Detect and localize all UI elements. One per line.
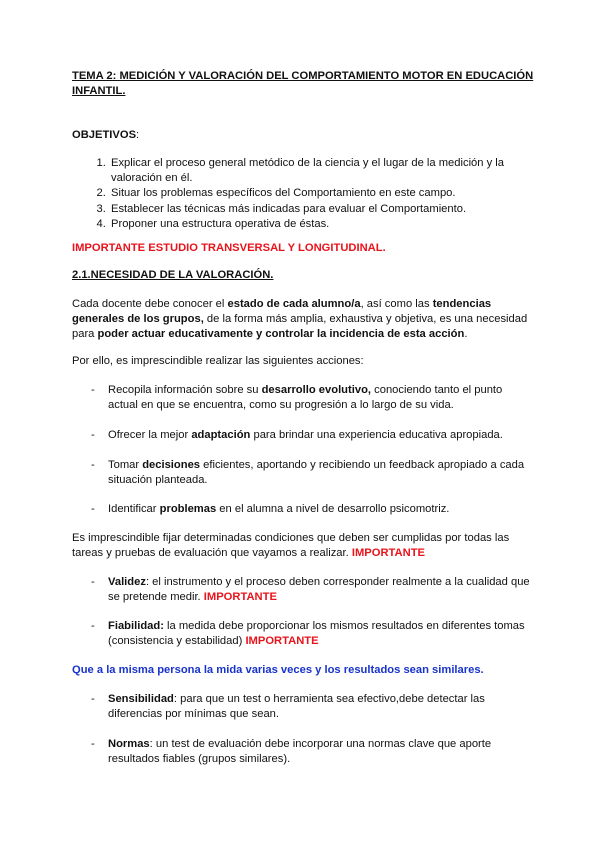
accion-text: para brindar una experiencia educativa apropiada.	[250, 429, 503, 441]
condicion-text: : el instrumento y el proceso deben corresponder realmente a la cualidad que se pretende medir.	[108, 576, 530, 604]
accion-text: Ofrecer la mejor	[108, 429, 192, 441]
paragraph-necesidad	[72, 297, 534, 343]
accion-bold: problemas	[159, 503, 217, 515]
p1-bold-1: estado de cada alumno/a	[227, 298, 361, 310]
accion-list	[72, 458, 534, 488]
accion-text: en el alumna a nivel de desarrollo psicomotriz.	[216, 503, 450, 515]
condicion-bold: Fiabilidad:	[108, 620, 164, 632]
accion-text: conociendo tanto el punto actual en que se encuentra, como su progresión a lo largo de su vida.	[108, 384, 503, 412]
dash-bullet: -	[91, 738, 95, 750]
p3-text: Es imprescindible fijar determinadas condiciones que deben ser cumplidas por todas las tareas y pruebas de evaluación que vayamos a realizar.	[72, 532, 510, 560]
accion-text: Identificar	[108, 503, 160, 515]
paragraph-acciones-intro: Por ello, es imprescindible realizar las siguientes acciones:	[72, 355, 364, 367]
dash-bullet: -	[91, 503, 95, 515]
accion-bold: desarrollo evolutivo,	[261, 384, 372, 396]
accion-list	[72, 502, 534, 517]
accion-item	[72, 458, 534, 488]
accion-item	[72, 383, 534, 413]
objetivos-heading-text: OBJETIVOS	[72, 129, 137, 141]
accion-bold: decisiones	[142, 459, 201, 471]
condicion-item	[72, 575, 534, 605]
section-title: 2.1.NECESIDAD DE LA VALORACIÓN.	[72, 269, 274, 281]
importante-label: IMPORTANTE	[245, 635, 319, 648]
extra-text: : para que un test o herramienta sea efectivo,debe detectar las diferencias por mínimas que sean.	[108, 693, 485, 721]
p1-text-4: .	[464, 328, 468, 341]
extra-text: : un test de evaluación debe incorporar una normas clave que aporte resultados fiables (grupos similares).	[108, 738, 492, 766]
accion-list	[72, 383, 534, 413]
importante-label: IMPORTANTE	[203, 591, 277, 604]
condicion-text: la medida debe proporcionar los mismos resultados en diferentes tomas (consistencia y estabilidad)	[108, 620, 525, 648]
dash-bullet: -	[91, 620, 95, 632]
accion-text: eficientes, aportando y recibiendo un feedback apropiado a cada situación planteada.	[108, 459, 525, 487]
importante-transversal-note: IMPORTANTE ESTUDIO TRANSVERSAL Y LONGITUDINAL.	[72, 242, 386, 254]
objetivo-item: 4. Proponer una estructura operativa de éstas.	[109, 217, 549, 232]
extra-item	[72, 737, 534, 767]
condicion-bold: Validez	[108, 576, 146, 588]
extra-bold: Sensibilidad	[108, 693, 174, 705]
accion-item	[72, 428, 534, 443]
objetivo-item: 3. Establecer las técnicas más indicadas para evaluar el Comportamiento.	[109, 202, 549, 217]
document-title: TEMA 2: MEDICIÓN Y VALORACIÓN DEL COMPORTAMIENTO MOTOR EN EDUCACIÓN INFANTIL.	[72, 70, 534, 98]
p1-bold-2: tendencias generales de los grupos,	[72, 298, 492, 326]
accion-item	[72, 502, 534, 517]
condicion-item	[72, 619, 534, 649]
dash-bullet: -	[91, 693, 95, 705]
dash-bullet: -	[91, 429, 95, 441]
p1-text-3: de la forma más amplia, exhaustiva y objetiva, es una necesidad para	[72, 313, 528, 341]
accion-bold: adaptación	[191, 429, 251, 441]
p1-bold-3: poder actuar educativamente y controlar la incidencia de esta acción	[97, 328, 465, 341]
paragraph-condiciones	[72, 531, 534, 561]
condicion-list	[72, 575, 534, 605]
dash-bullet: -	[91, 384, 95, 396]
importante-label: IMPORTANTE	[351, 547, 425, 560]
p1-text-1: Cada docente debe conocer el	[72, 298, 228, 310]
extra-list	[72, 692, 534, 722]
dash-bullet: -	[91, 576, 95, 588]
accion-list	[72, 428, 534, 443]
extra-item	[72, 692, 534, 722]
objetivos-heading-colon: :	[136, 129, 140, 141]
objetivos-heading	[72, 128, 534, 143]
objetivos-list	[72, 156, 549, 232]
accion-text: Tomar	[108, 459, 143, 471]
accion-text: Recopila información sobre su	[108, 384, 262, 396]
dash-bullet: -	[91, 459, 95, 471]
p1-text-2: , así como las	[360, 298, 433, 310]
highlight-note-blue: Que a la misma persona la mida varias veces y los resultados sean similares.	[72, 664, 484, 676]
condicion-list	[72, 619, 534, 649]
objetivo-item: 1. Explicar el proceso general metódico de la ciencia y el lugar de la medición y la valoración en él.	[109, 156, 549, 186]
extra-bold: Normas	[108, 738, 150, 750]
objetivo-item: 2. Situar los problemas específicos del Comportamiento en este campo.	[109, 186, 549, 201]
extra-list	[72, 737, 534, 767]
